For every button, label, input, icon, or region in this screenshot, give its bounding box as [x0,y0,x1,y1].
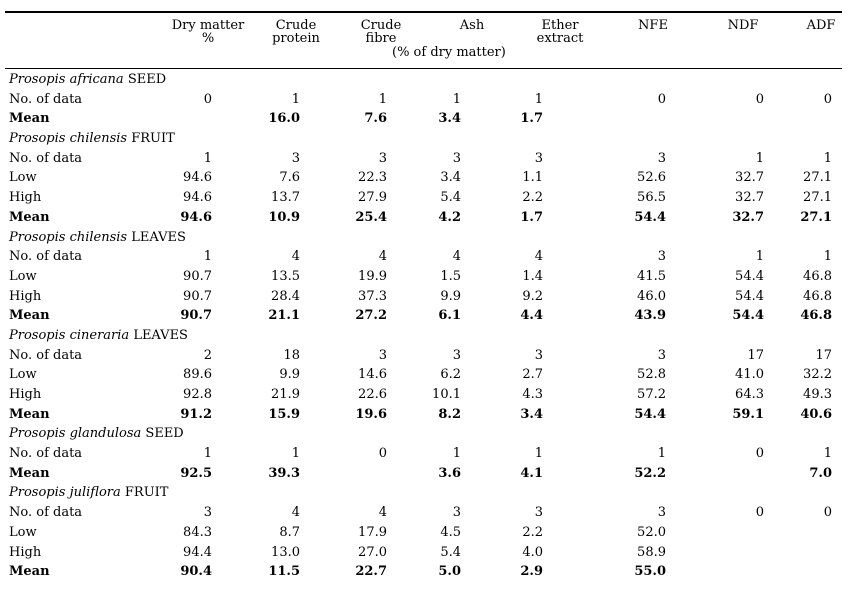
column-header-adf: ADF [806,18,836,33]
species-name: Prosopis chilensis [9,229,128,245]
group-title [0,483,850,503]
cell-ash: 9.9 [440,288,461,304]
cell-crude-protein: 10.9 [268,209,300,225]
cell-crude-fibre: 3 [378,347,387,363]
cell-crude-fibre: 3 [378,150,387,166]
cell-ash: 6.2 [440,367,461,383]
row-label: Mean [9,308,50,324]
cell-ether-extract: 1.7 [520,111,543,127]
table-row [0,405,850,425]
column-header-ndf: NDF [727,18,759,33]
table-row [0,149,850,169]
cell-ndf: 59.1 [732,406,764,422]
cell-nfe: 58.9 [637,544,666,560]
cell-crude-fibre: 7.6 [364,111,387,127]
cell-ndf: 54.4 [735,268,764,284]
cell-crude-fibre: 27.2 [355,308,387,324]
cell-crude-protein: 15.9 [268,406,300,422]
column-header-ash: Ash [459,18,485,33]
table-row [0,365,850,385]
row-label: No. of data [9,347,83,363]
cell-ndf: 41.0 [735,367,764,383]
cell-adf: 1 [823,446,832,462]
group-title-label [9,328,188,343]
cell-crude-fibre: 19.6 [355,406,387,422]
cell-crude-protein: 11.5 [268,564,300,580]
table-row [0,523,850,543]
table-row [0,208,850,228]
cell-dry-matter: 0 [203,91,212,107]
cell-adf: 0 [823,91,832,107]
row-label: Low [9,367,37,383]
cell-dry-matter: 90.7 [180,308,212,324]
cell-ash: 1 [452,91,461,107]
plant-part: FRUIT [124,485,169,501]
cell-crude-protein: 9.9 [279,367,300,383]
species-name: Prosopis cineraria [9,327,130,343]
column-header-dry-matter: Dry matter % [171,18,245,46]
table-row [0,464,850,484]
cell-crude-fibre: 0 [378,446,387,462]
cell-ether-extract: 3.4 [520,406,543,422]
cell-crude-protein: 21.9 [271,387,300,402]
cell-dry-matter: 90.4 [180,564,212,580]
table-header-rule [5,68,842,69]
row-label: High [9,190,42,206]
row-label: High [9,387,42,402]
cell-dry-matter: 94.6 [183,190,212,206]
cell-ash: 5.4 [440,544,461,560]
cell-crude-fibre: 22.3 [358,170,387,186]
cell-nfe: 46.0 [637,288,666,304]
table-row [0,287,850,307]
group-title [0,326,850,346]
cell-crude-protein: 39.3 [268,465,300,481]
cell-dry-matter: 94.6 [183,170,212,186]
cell-ether-extract: 2.2 [522,190,543,206]
cell-nfe: 52.2 [634,465,666,481]
cell-dry-matter: 94.6 [180,209,212,225]
cell-nfe: 52.8 [637,367,666,383]
group-title-label [9,72,166,87]
cell-adf: 40.6 [800,406,832,422]
cell-crude-protein: 3 [291,150,300,166]
cell-ether-extract: 4 [534,249,543,265]
cell-ndf: 54.4 [732,308,764,324]
species-name: Prosopis africana [9,72,124,87]
cell-ash: 3.4 [438,111,461,127]
table-row [0,188,850,208]
cell-ether-extract: 9.2 [522,288,543,304]
cell-ash: 3 [452,347,461,363]
table-row [0,444,850,464]
row-label: Low [9,268,37,284]
cell-nfe: 52.6 [637,170,666,186]
cell-nfe: 52.0 [637,524,666,540]
cell-dry-matter: 89.6 [183,367,212,383]
table-row [0,385,850,405]
cell-crude-protein: 16.0 [268,111,300,127]
cell-crude-protein: 21.1 [268,308,300,324]
cell-crude-protein: 28.4 [271,288,300,304]
cell-crude-protein: 13.7 [271,190,300,206]
table-row [0,90,850,110]
table-top-rule [5,11,842,13]
cell-adf: 49.3 [803,387,832,402]
unit-note: (% of dry matter) [392,45,506,60]
cell-ndf: 0 [755,505,764,521]
cell-adf: 27.1 [803,170,832,186]
cell-ether-extract: 4.1 [520,465,543,481]
cell-crude-fibre: 22.6 [358,387,387,402]
cell-crude-fibre: 4 [378,249,387,265]
group-title [0,70,850,90]
cell-dry-matter: 92.5 [180,465,212,481]
cell-adf: 17 [815,347,832,363]
cell-ether-extract: 2.7 [522,367,543,383]
row-label: Mean [9,209,50,225]
cell-dry-matter: 91.2 [180,406,212,422]
row-label: High [9,288,42,304]
cell-ether-extract: 1.4 [522,268,543,284]
plant-part: SEED [127,72,167,87]
cell-nfe: 56.5 [637,190,666,206]
cell-dry-matter: 2 [203,347,212,363]
cell-ndf: 0 [755,91,764,107]
cell-nfe: 54.4 [634,209,666,225]
row-label: High [9,544,42,560]
cell-ndf: 32.7 [735,170,764,186]
table-row [0,562,850,582]
row-label: No. of data [9,150,83,166]
row-label: No. of data [9,446,83,462]
cell-ash: 6.1 [438,308,461,324]
cell-nfe: 57.2 [637,387,666,402]
cell-nfe: 3 [657,249,666,265]
cell-dry-matter: 1 [203,249,212,265]
cell-ash: 3 [452,505,461,521]
cell-ndf: 1 [755,150,764,166]
cell-ndf: 32.7 [735,190,764,206]
cell-dry-matter: 90.7 [183,288,212,304]
cell-dry-matter: 90.7 [183,268,212,284]
cell-nfe: 3 [657,505,666,521]
cell-crude-protein: 18 [283,347,300,363]
cell-ash: 3.6 [438,465,461,481]
cell-ether-extract: 3 [534,347,543,363]
cell-ash: 1.5 [440,268,461,284]
cell-dry-matter: 94.4 [183,544,212,560]
row-label: Mean [9,406,50,422]
cell-ash: 8.2 [438,406,461,422]
cell-crude-fibre: 27.9 [358,190,387,206]
cell-adf: 46.8 [803,268,832,284]
plant-part: FRUIT [131,131,175,147]
table-row [0,109,850,129]
cell-adf: 32.2 [803,367,832,383]
cell-ash: 3 [452,150,461,166]
species-name: Prosopis chilensis [9,131,128,147]
table-row [0,306,850,326]
column-header-crude-fibre: Crude fibre [360,18,402,46]
cell-ash: 5.4 [440,190,461,206]
cell-adf: 46.8 [803,288,832,304]
cell-crude-fibre: 25.4 [355,209,387,225]
group-title [0,228,850,248]
cell-ether-extract: 1.7 [520,209,543,225]
cell-ash: 10.1 [432,387,461,402]
cell-adf: 0 [823,505,832,521]
cell-nfe: 3 [657,150,666,166]
cell-crude-protein: 13.0 [271,544,300,560]
cell-ash: 3.4 [440,170,461,186]
cell-nfe: 43.9 [634,308,666,324]
group-title [0,129,850,149]
cell-ether-extract: 1 [534,91,543,107]
cell-nfe: 1 [657,446,666,462]
cell-crude-fibre: 4 [378,505,387,521]
cell-adf: 46.8 [800,308,832,324]
cell-crude-fibre: 19.9 [358,268,387,284]
cell-crude-fibre: 37.3 [358,288,387,304]
cell-ndf: 0 [755,446,764,462]
cell-ether-extract: 3 [534,505,543,521]
cell-dry-matter: 1 [203,150,212,166]
cell-ash: 4.5 [440,524,461,540]
row-label: No. of data [9,249,83,265]
table-row [0,346,850,366]
row-label: No. of data [9,505,83,521]
cell-ash: 1 [452,446,461,462]
cell-crude-fibre: 14.6 [358,367,387,383]
cell-nfe: 41.5 [637,268,666,284]
cell-dry-matter: 92.8 [183,387,212,402]
row-label: Mean [9,465,50,481]
table-row [0,247,850,267]
row-label: Mean [9,564,50,580]
cell-ndf: 32.7 [732,209,764,225]
group-title-label [9,426,184,441]
cell-crude-protein: 8.7 [279,524,300,540]
table-row [0,543,850,563]
plant-part: LEAVES [131,229,186,245]
cell-ether-extract: 2.2 [522,524,543,540]
cell-ether-extract: 4.3 [522,387,543,402]
row-label: Low [9,170,37,186]
table-row [0,503,850,523]
cell-adf: 27.1 [800,209,832,225]
cell-ether-extract: 4.4 [520,308,543,324]
column-header-ether-extract: Ether extract [536,18,584,46]
group-title-label [9,485,168,500]
cell-ether-extract: 2.9 [520,564,543,580]
group-title-label [9,131,175,146]
cell-ndf: 64.3 [735,387,764,402]
cell-crude-fibre: 17.9 [358,524,387,540]
plant-part: LEAVES [133,327,188,343]
column-header-crude-protein: Crude protein [272,18,320,46]
row-label: Low [9,524,37,540]
cell-ndf: 17 [747,347,764,363]
cell-crude-protein: 4 [291,505,300,521]
cell-ether-extract: 4.0 [522,544,543,560]
row-label: Mean [9,111,50,127]
cell-crude-protein: 7.6 [279,170,300,186]
cell-ndf: 54.4 [735,288,764,304]
cell-dry-matter: 1 [203,446,212,462]
species-name: Prosopis juliflora [9,485,121,501]
cell-crude-fibre: 27.0 [358,544,387,560]
cell-crude-protein: 4 [291,249,300,265]
cell-crude-fibre: 1 [378,91,387,107]
cell-nfe: 0 [657,91,666,107]
cell-ndf: 1 [755,249,764,265]
cell-ether-extract: 1.1 [522,170,543,186]
cell-dry-matter: 3 [203,505,212,521]
cell-adf: 7.0 [809,465,832,481]
species-name: Prosopis glandulosa [9,426,142,442]
cell-dry-matter: 84.3 [183,524,212,540]
cell-ether-extract: 3 [534,150,543,166]
table-row [0,267,850,287]
column-header-nfe: NFE [638,18,668,33]
cell-nfe: 54.4 [634,406,666,422]
table-row [0,168,850,188]
table-body [0,70,850,582]
cell-ether-extract: 1 [534,446,543,462]
cell-nfe: 3 [657,347,666,363]
cell-adf: 27.1 [803,190,832,206]
cell-crude-protein: 13.5 [271,268,300,284]
plant-part: SEED [145,426,184,442]
group-title-label [9,230,186,245]
cell-crude-protein: 1 [291,446,300,462]
group-title [0,424,850,444]
cell-ash: 4 [452,249,461,265]
cell-nfe: 55.0 [634,564,666,580]
cell-crude-fibre: 22.7 [355,564,387,580]
cell-adf: 1 [823,150,832,166]
cell-ash: 5.0 [438,564,461,580]
row-label: No. of data [9,91,83,107]
cell-crude-protein: 1 [291,91,300,107]
cell-adf: 1 [823,249,832,265]
cell-ash: 4.2 [438,209,461,225]
